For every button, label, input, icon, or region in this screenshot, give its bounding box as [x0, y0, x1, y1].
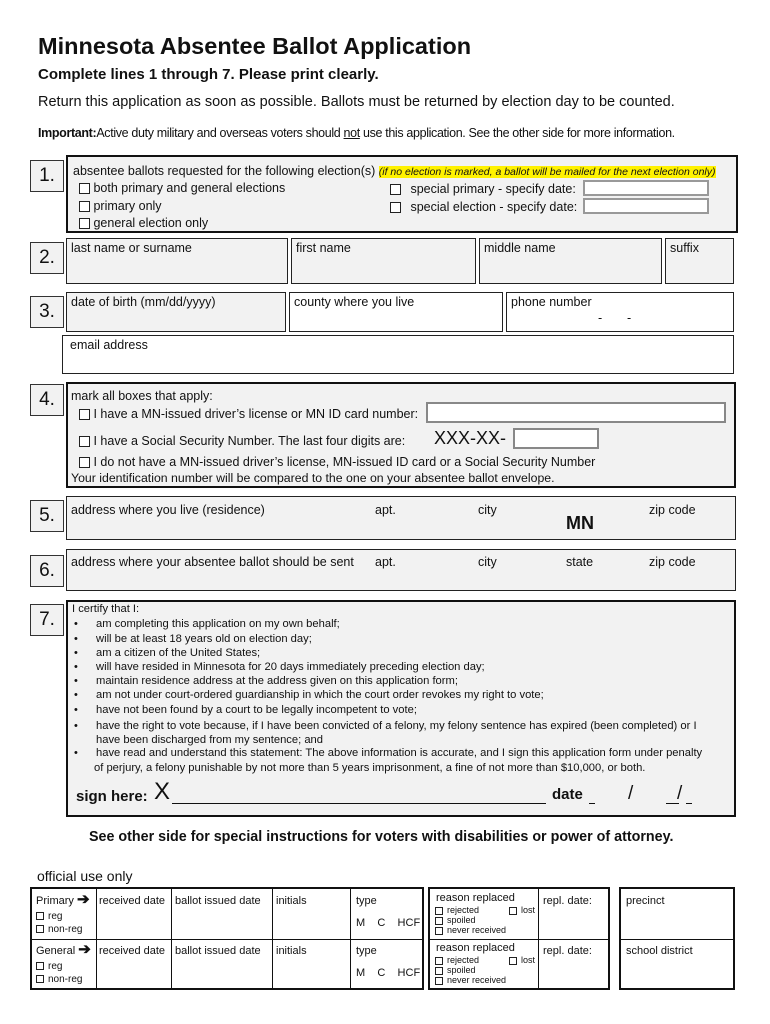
reason-replaced-label: reason replaced — [436, 942, 515, 954]
section-7-number: 7. — [30, 604, 64, 636]
checkbox[interactable] — [435, 927, 443, 935]
never-received-option[interactable]: never received — [435, 925, 506, 935]
general-label: General ➔ — [36, 941, 91, 958]
primary-type-options: M C HCF — [356, 917, 421, 929]
important-text-2: use this application. See the other side for more information. — [359, 126, 675, 140]
page-subtitle: Complete lines 1 through 7. Please print clearly. — [38, 66, 379, 83]
official-use-title: official use only — [37, 868, 133, 884]
phone-separator-2: - — [627, 311, 632, 325]
section-4-number: 4. — [30, 384, 64, 416]
phone-label: phone number — [511, 295, 592, 309]
certify-statement: am a citizen of the United States; — [96, 647, 261, 659]
residence-address-field[interactable] — [66, 496, 736, 540]
section-1-number: 1. — [30, 160, 64, 192]
option-general-only[interactable] — [79, 216, 208, 230]
option-mn-license[interactable] — [79, 407, 418, 421]
option-special-election-label: special election - specify date: — [410, 200, 578, 214]
checkbox[interactable] — [79, 409, 90, 420]
important-notice — [38, 126, 675, 140]
sign-x-mark: X — [154, 778, 171, 805]
checkbox[interactable] — [36, 962, 44, 970]
special-primary-date-field[interactable] — [583, 180, 709, 196]
sign-label: sign here: — [76, 788, 148, 805]
certify-statement: am completing this application on my own behalf; — [96, 618, 340, 630]
dob-field[interactable] — [66, 292, 286, 332]
option-both-elections[interactable] — [79, 181, 285, 195]
precinct-label: precinct — [626, 895, 665, 907]
option-ssn-label: I have a Social Security Number. The last four digits are: — [93, 434, 406, 448]
first-name-label: first name — [296, 241, 351, 255]
option-ssn[interactable] — [79, 434, 405, 448]
primary-initials: initials — [276, 895, 307, 907]
primary-reg-option[interactable]: reg — [36, 911, 62, 922]
last-name-field[interactable] — [66, 238, 288, 284]
option-both-label: both primary and general elections — [93, 181, 286, 195]
bullet: • — [74, 720, 78, 732]
mailing-city-label: city — [478, 555, 497, 569]
never-received-option[interactable]: never received — [435, 975, 506, 985]
general-received-date: received date — [99, 945, 166, 957]
date-slash-2: / — [677, 783, 683, 804]
checkbox[interactable] — [79, 201, 90, 212]
option-no-id-label: I do not have a MN-issued driver’s license, MN-issued ID card or a Social Security Number — [93, 455, 596, 469]
ssn-last4-field[interactable] — [513, 428, 599, 449]
checkbox[interactable] — [79, 436, 90, 447]
spoiled-option[interactable]: spoiled — [435, 965, 476, 975]
option-mn-license-label: I have a MN-issued driver’s license or MN ID card number: — [93, 407, 419, 421]
checkbox[interactable] — [36, 912, 44, 920]
important-text-1: Active duty military and overseas voters should — [96, 126, 344, 140]
residence-apt-label: apt. — [375, 503, 396, 517]
general-reg-option[interactable]: reg — [36, 961, 62, 972]
checkbox[interactable] — [79, 218, 90, 229]
date-year-line[interactable] — [686, 803, 692, 804]
bullet: • — [74, 689, 78, 701]
lost-option[interactable]: lost — [509, 905, 535, 915]
bullet: • — [74, 675, 78, 687]
rejected-option[interactable]: rejected — [435, 955, 479, 965]
certify-statement: am not under court-ordered guardianship in which the court order revokes my right to vote; — [96, 689, 544, 701]
primary-received-date: received date — [99, 895, 166, 907]
middle-name-field[interactable] — [479, 238, 662, 284]
residence-zip-label: zip code — [649, 503, 696, 517]
county-label: county where you live — [294, 295, 415, 309]
checkbox[interactable] — [509, 907, 517, 915]
primary-nonreg-option[interactable]: non-reg — [36, 924, 82, 935]
id-instructions: mark all boxes that apply: — [71, 389, 213, 403]
reason-replaced-label: reason replaced — [436, 892, 515, 904]
ssn-prefix: XXX-XX- — [434, 428, 507, 448]
phone-separator-1: - — [598, 311, 603, 325]
checkbox[interactable] — [36, 975, 44, 983]
divider — [430, 939, 608, 940]
general-type: type — [356, 945, 377, 957]
checkbox[interactable] — [79, 183, 90, 194]
general-type-options: M C HCF — [356, 967, 421, 979]
official-precinct-table — [619, 887, 735, 990]
section-3-number: 3. — [30, 296, 64, 328]
residence-state: MN — [566, 513, 594, 533]
mailing-zip-label: zip code — [649, 555, 696, 569]
mailing-state-label: state — [566, 555, 594, 569]
section-6-number: 6. — [30, 555, 64, 587]
checkbox[interactable] — [435, 917, 443, 925]
email-label: email address — [70, 338, 148, 352]
election-note: (if no election is marked, a ballot will be mailed for the next election only) — [378, 166, 716, 178]
section-5-number: 5. — [30, 500, 64, 532]
checkbox[interactable] — [390, 184, 401, 195]
election-request-label: absentee ballots requested for the following election(s) — [73, 164, 376, 178]
bullet: • — [74, 647, 78, 659]
school-district-label: school district — [626, 945, 693, 957]
repl-date-label: repl. date: — [543, 945, 592, 957]
arrow-icon: ➔ — [78, 941, 91, 958]
id-note: Your identification number will be compared to the one on your absentee ballot envelope. — [71, 471, 555, 485]
option-general-label: general election only — [93, 216, 209, 230]
primary-ballot-issued-date: ballot issued date — [175, 895, 261, 907]
divider — [621, 939, 733, 940]
option-special-primary[interactable] — [390, 182, 576, 196]
suffix-field[interactable] — [665, 238, 734, 284]
residence-city-label: city — [478, 503, 497, 517]
bullet: • — [74, 661, 78, 673]
general-nonreg-option[interactable]: non-reg — [36, 974, 82, 985]
option-primary-only[interactable] — [79, 199, 162, 213]
middle-name-label: middle name — [484, 241, 556, 255]
date-label: date — [552, 786, 583, 803]
license-number-field[interactable] — [426, 402, 726, 423]
section-2-number: 2. — [30, 242, 64, 274]
certify-intro: I certify that I: — [72, 603, 140, 615]
section-1-label — [73, 164, 716, 178]
checkbox[interactable] — [79, 457, 90, 468]
certify-statement: will be at least 18 years old on election day; — [96, 633, 312, 645]
option-primary-label: primary only — [93, 199, 162, 213]
certify-statement-cont: of perjury, a felony punishable by not more than 5 years imprisonment, a fine of not more than $10,000, or both. — [94, 762, 646, 774]
rejected-option[interactable]: rejected — [435, 905, 479, 915]
option-no-id[interactable] — [79, 455, 595, 469]
bullet: • — [74, 747, 78, 759]
suffix-label: suffix — [670, 241, 699, 255]
bullet: • — [74, 618, 78, 630]
certify-statement: will have resided in Minnesota for 20 days immediately preceding election day; — [96, 661, 485, 673]
spoiled-option[interactable]: spoiled — [435, 915, 476, 925]
signature-line[interactable] — [172, 803, 546, 804]
repl-date-label: repl. date: — [543, 895, 592, 907]
certify-statement-cont: have been discharged from my sentence; and — [96, 734, 323, 746]
special-instructions-note: See other side for special instructions for voters with disabilities or power of attorney. — [89, 829, 674, 845]
phone-field[interactable] — [506, 292, 734, 332]
page-title: Minnesota Absentee Ballot Application — [38, 33, 472, 59]
official-main-table — [30, 887, 424, 990]
checkbox[interactable] — [390, 202, 401, 213]
option-special-election[interactable] — [390, 200, 577, 214]
checkbox[interactable] — [435, 977, 443, 985]
certify-statement: have the right to vote because, if I have been convicted of a felony, my felony sentence has expired (been completed) or I — [96, 720, 697, 732]
last-name-label: last name or surname — [71, 241, 192, 255]
certify-statement: have not been found by a court to be legally incompetent to vote; — [96, 704, 417, 716]
option-special-primary-label: special primary - specify date: — [410, 182, 576, 196]
primary-type: type — [356, 895, 377, 907]
checkbox[interactable] — [435, 967, 443, 975]
bullet: • — [74, 633, 78, 645]
primary-label: Primary ➔ — [36, 891, 90, 908]
certify-statement: have read and understand this statement: The above information is accurate, and I sign this application form under penalty — [96, 747, 703, 759]
mailing-apt-label: apt. — [375, 555, 396, 569]
arrow-icon: ➔ — [76, 891, 90, 908]
date-slash-1: / — [628, 783, 634, 804]
general-ballot-issued-date: ballot issued date — [175, 945, 261, 957]
first-name-field[interactable] — [291, 238, 476, 284]
checkbox[interactable] — [435, 907, 443, 915]
county-field[interactable] — [289, 292, 503, 332]
date-month-line[interactable] — [589, 803, 595, 804]
checkbox[interactable] — [509, 957, 517, 965]
checkbox[interactable] — [435, 957, 443, 965]
lost-option[interactable]: lost — [509, 955, 535, 965]
general-initials: initials — [276, 945, 307, 957]
dob-label: date of birth (mm/dd/yyyy) — [71, 295, 216, 309]
mailing-address-label: address where your absentee ballot should be sent — [71, 555, 354, 569]
divider — [32, 939, 422, 940]
special-election-date-field[interactable] — [583, 198, 709, 214]
mailing-address-field[interactable] — [66, 549, 736, 591]
checkbox[interactable] — [36, 925, 44, 933]
important-not: not — [343, 126, 360, 140]
return-instruction: Return this application as soon as possible. Ballots must be returned by election day to be counted. — [38, 94, 675, 110]
certify-statement: maintain residence address at the address given on this application form; — [96, 675, 458, 687]
bullet: • — [74, 704, 78, 716]
important-label: Important: — [38, 126, 97, 140]
email-field[interactable] — [62, 335, 734, 374]
official-replacement-table — [428, 887, 610, 990]
residence-address-label: address where you live (residence) — [71, 503, 265, 517]
